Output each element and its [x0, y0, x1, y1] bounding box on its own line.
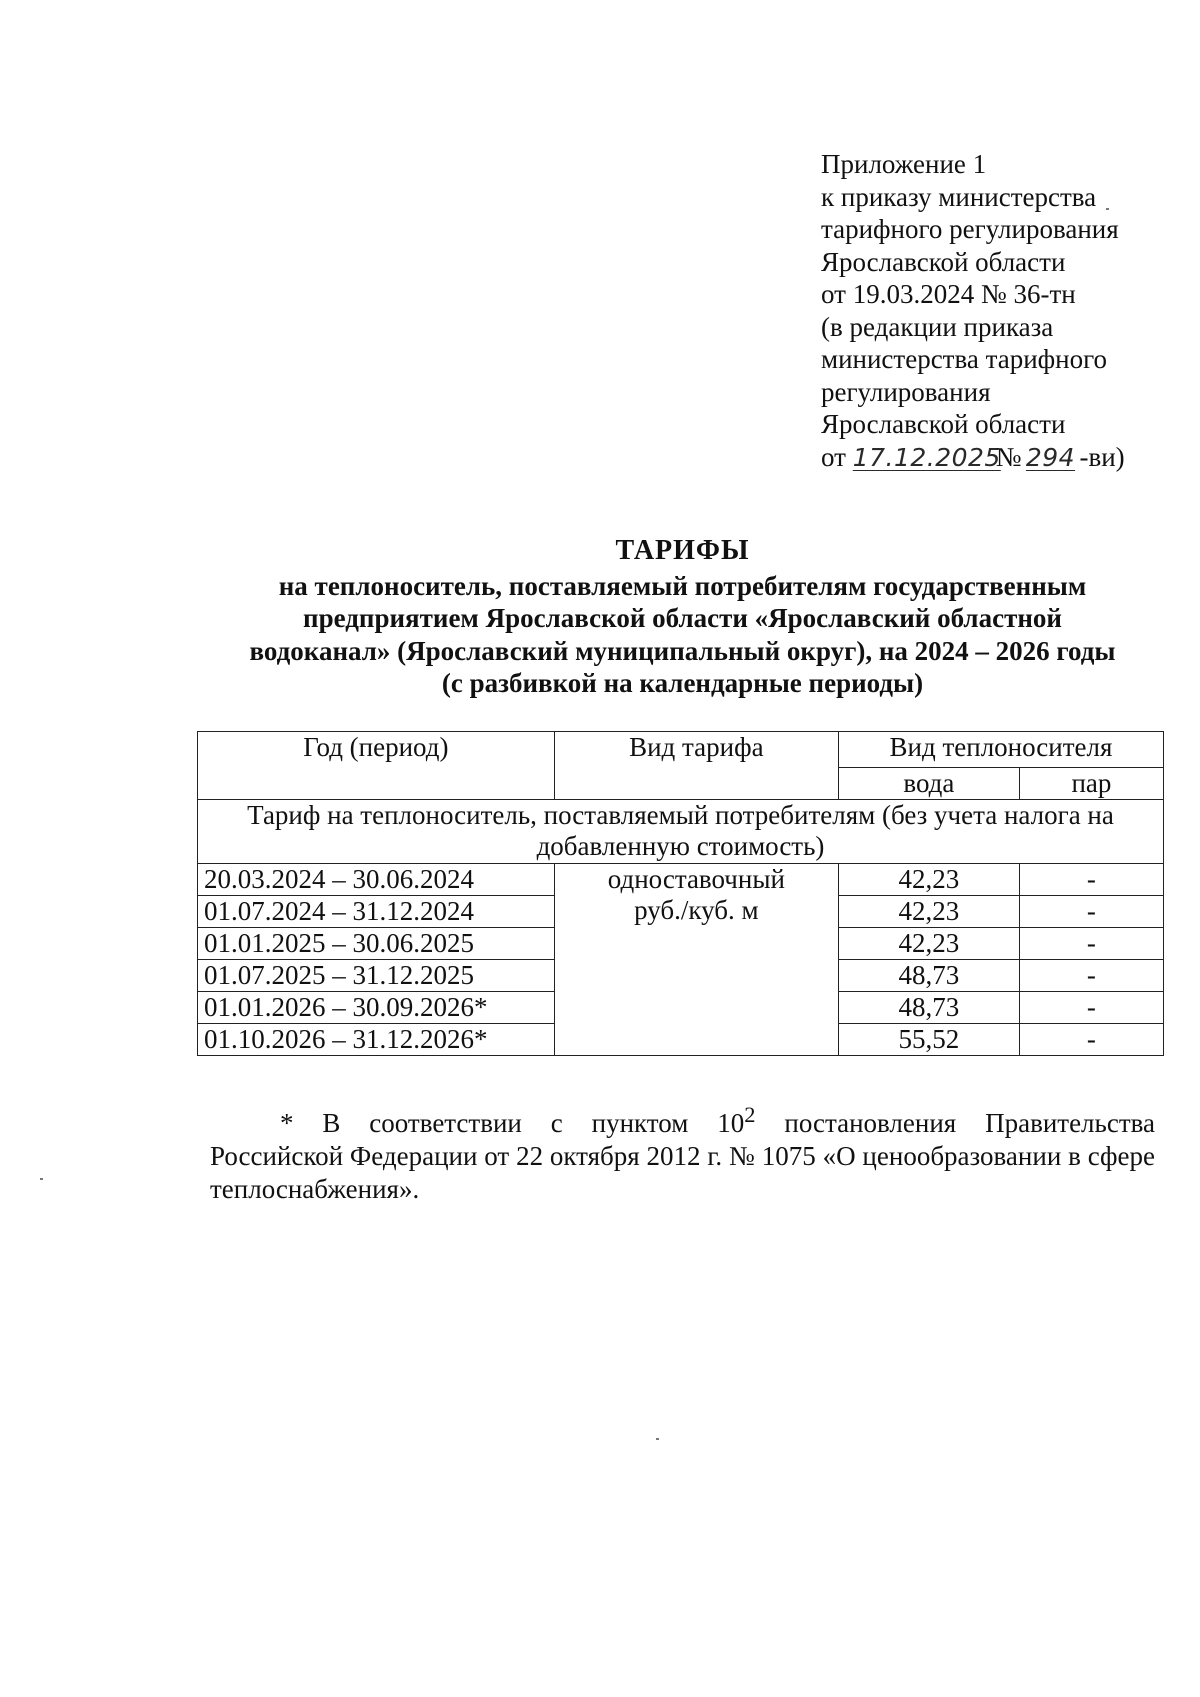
tariff-type-line: руб./куб. м	[634, 895, 759, 925]
appendix-line: к приказу министерства	[821, 181, 1097, 212]
appendix-line: регулирования	[821, 376, 991, 407]
cell-tariff-type	[554, 864, 838, 1056]
appendix-line: (в редакции приказа	[821, 311, 1054, 342]
tariff-table	[197, 731, 1164, 1056]
table-row	[198, 864, 1164, 896]
header-steam: пар	[1019, 768, 1163, 800]
cell-steam: -	[1019, 864, 1163, 896]
header-carrier: Вид теплоносителя	[838, 732, 1163, 768]
title-line: (с разбивкой на календарные периоды)	[441, 668, 924, 698]
table-section-row	[198, 800, 1164, 864]
title-line: водоканал» (Ярославский муниципальный округ), на 2024 – 2026 годы	[249, 635, 1116, 666]
cell-steam: -	[1019, 960, 1163, 992]
cell-period: 01.07.2024 – 31.12.2024	[198, 896, 555, 928]
appendix-line: от 19.03.2024 № 36-тн	[821, 279, 1076, 309]
footnote	[210, 1098, 1155, 1206]
cell-water: 42,23	[838, 896, 1019, 928]
cell-steam: -	[1019, 992, 1163, 1024]
document-title	[190, 535, 1175, 700]
section-title: Тариф на теплоноситель, поставляемый потребителям (без учета налога на добавленную стоимость)	[198, 800, 1164, 864]
tariff-type-line: одноставочный	[607, 864, 785, 894]
appendix-order-prefix: от	[821, 441, 846, 472]
cell-period: 20.03.2024 – 30.06.2024	[198, 864, 555, 896]
footnote-rest: Российской Федерации от 22 октября 2012 г. № 1075 «О ценообразовании в сфере теплоснабжения».	[210, 1141, 1155, 1204]
handwritten-date: 17.12.2025	[852, 442, 1001, 472]
table-header-row	[198, 732, 1164, 768]
footnote-first-line	[210, 1098, 1155, 1140]
title-main: ТАРИФЫ	[615, 535, 750, 566]
cell-period: 01.01.2026 – 30.09.2026*	[198, 992, 555, 1024]
cell-steam: -	[1019, 1024, 1163, 1056]
footnote-start: * В соответствии с пунктом 10	[280, 1108, 745, 1138]
cell-water: 55,52	[838, 1024, 1019, 1056]
appendix-order-suffix: -ви)	[1079, 441, 1125, 472]
scan-speck	[40, 1178, 43, 1180]
appendix-line: Ярославской области	[821, 409, 1066, 439]
title-line: предприятием Ярославской области «Ярославский областной	[303, 603, 1062, 633]
number-sign: №	[995, 441, 1022, 472]
header-tariff-type: Вид тарифа	[554, 732, 838, 800]
footnote-first-rest: постановления Правительства	[755, 1108, 1156, 1138]
appendix-line: Приложение 1	[821, 149, 987, 179]
appendix-line: Ярославской области	[821, 246, 1066, 277]
scan-speck	[656, 1438, 659, 1440]
title-line: на теплоноситель, поставляемый потребителям государственным	[278, 570, 1087, 601]
cell-steam: -	[1019, 896, 1163, 928]
appendix-line: министерства тарифного	[821, 344, 1108, 374]
footnote-superscript: 2	[744, 1102, 756, 1127]
scan-speck	[1106, 208, 1109, 210]
cell-period: 01.10.2026 – 31.12.2026*	[198, 1024, 555, 1056]
cell-water: 48,73	[838, 992, 1019, 1024]
cell-period: 01.07.2025 – 31.12.2025	[198, 960, 555, 992]
cell-water: 48,73	[838, 960, 1019, 992]
header-period: Год (период)	[198, 732, 555, 800]
cell-steam: -	[1019, 928, 1163, 960]
appendix-order-line	[821, 441, 1161, 475]
cell-water: 42,23	[838, 928, 1019, 960]
appendix-block	[821, 148, 1161, 474]
cell-period: 01.01.2025 – 30.06.2025	[198, 928, 555, 960]
appendix-line: тарифного регулирования	[821, 214, 1119, 244]
header-water: вода	[838, 768, 1019, 800]
handwritten-number: 294	[1025, 442, 1076, 472]
cell-water: 42,23	[838, 864, 1019, 896]
